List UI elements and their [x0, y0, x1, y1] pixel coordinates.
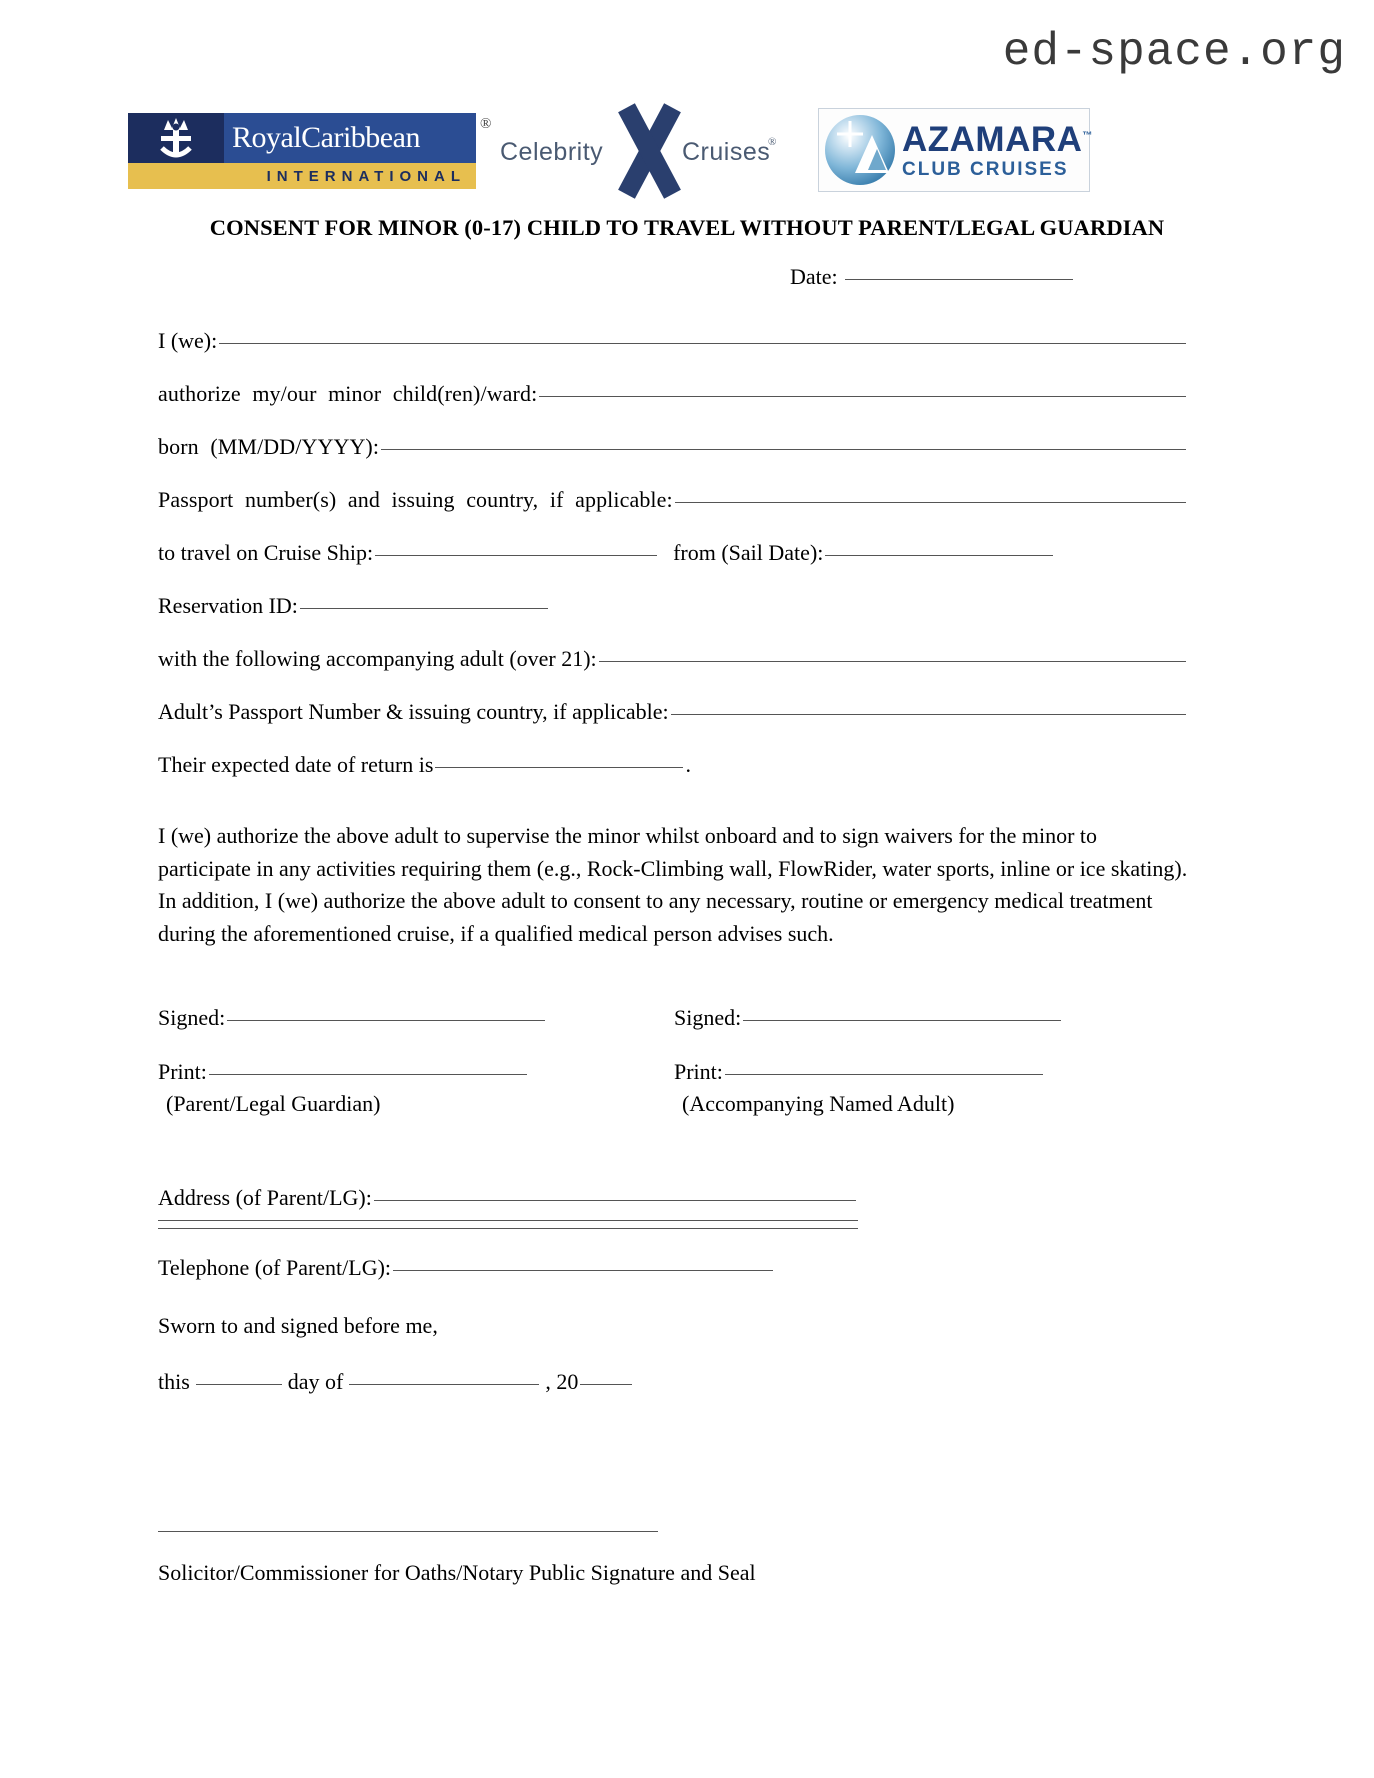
royal-caribbean-logo — [128, 113, 476, 189]
azamara-subtitle: CLUB CRUISES — [902, 158, 1069, 180]
brand-logo-band — [128, 108, 1228, 196]
field-row-adult-passport — [158, 699, 1188, 725]
azamara-club-cruises-logo — [818, 108, 1093, 192]
born-label: born (MM/DD/YYYY): — [158, 434, 380, 459]
form-fields — [158, 328, 1188, 805]
signature-column-adult — [674, 1005, 1190, 1117]
page-title: CONSENT FOR MINOR (0-17) CHILD TO TRAVEL WITHOUT PARENT/LEGAL GUARDIAN — [209, 215, 1165, 240]
return-date-input-rule[interactable] — [435, 766, 683, 768]
comma-twenty: , 20 — [545, 1369, 579, 1394]
royal-caribbean-subtitle: INTERNATIONAL — [266, 167, 466, 185]
print-label-right: Print: — [674, 1059, 723, 1084]
date-label: Date: — [790, 264, 838, 289]
site-watermark: ed-space.org — [1002, 26, 1346, 78]
return-date-label: Their expected date of return is — [158, 752, 434, 777]
registered-mark-icon: ® — [480, 116, 492, 132]
sworn-statement: Sworn to and signed before me, — [158, 1313, 438, 1338]
field-row-cruise-ship — [158, 540, 1188, 566]
signature-block — [158, 1005, 1190, 1117]
signed-input-rule-right[interactable] — [743, 1019, 1061, 1021]
print-row-parent — [158, 1059, 674, 1085]
royal-caribbean-band — [128, 163, 476, 189]
field-row-accompanying-adult — [158, 646, 1188, 672]
print-input-rule-right[interactable] — [725, 1073, 1043, 1075]
notary-month-input-rule[interactable] — [349, 1383, 539, 1385]
cruise-ship-label: to travel on Cruise Ship: — [158, 540, 374, 565]
field-row-born — [158, 434, 1188, 460]
notary-date-row — [158, 1369, 1190, 1395]
field-row-i-we — [158, 328, 1188, 354]
celebrity-registered-mark-icon: ® — [768, 136, 777, 148]
notary-year-input-rule[interactable] — [580, 1383, 632, 1385]
reservation-id-input-rule[interactable] — [300, 607, 548, 609]
sail-date-input-rule[interactable] — [825, 554, 1053, 556]
address-row — [158, 1185, 1190, 1211]
signed-row-parent — [158, 1005, 674, 1031]
authorize-child-input-rule[interactable] — [539, 395, 1186, 397]
adult-passport-input-rule[interactable] — [671, 713, 1186, 715]
field-row-reservation-id — [158, 593, 1188, 619]
passport-label: Passport number(s) and issuing country, if applicable: — [158, 487, 673, 512]
i-we-label: I (we): — [158, 328, 218, 353]
azamara-wordmark — [902, 119, 1093, 180]
address-block — [158, 1185, 1190, 1395]
celebrity-cruises-logo — [500, 108, 800, 196]
royal-caribbean-logo-top — [128, 113, 476, 163]
royal-caribbean-wordmark — [224, 113, 476, 163]
sail-date-label: from (Sail Date): — [673, 540, 824, 565]
royal-caribbean-name: RoyalCaribbean — [232, 121, 420, 154]
azamara-globe-icon — [825, 115, 895, 185]
authorize-child-label: authorize my/our minor child(ren)/ward: — [158, 381, 538, 406]
print-input-rule-left[interactable] — [209, 1073, 527, 1075]
field-row-return-date — [158, 752, 1188, 778]
notary-signature-caption: Solicitor/Commissioner for Oaths/Notary Public Signature and Seal — [158, 1560, 756, 1585]
signed-input-rule-left[interactable] — [227, 1019, 545, 1021]
celebrity-word-right: Cruises — [682, 138, 771, 166]
signed-row-adult — [674, 1005, 1190, 1031]
return-date-period: . — [685, 752, 691, 777]
crown-anchor-icon — [128, 113, 224, 163]
reservation-id-label: Reservation ID: — [158, 593, 298, 618]
passport-input-rule[interactable] — [675, 501, 1186, 503]
print-row-adult — [674, 1059, 1190, 1085]
day-of-word: day of — [287, 1369, 344, 1394]
telephone-row — [158, 1255, 1190, 1281]
signed-label-right: Signed: — [674, 1005, 742, 1030]
signature-column-parent — [158, 1005, 674, 1117]
telephone-input-rule[interactable] — [393, 1269, 773, 1271]
born-input-rule[interactable] — [381, 448, 1186, 450]
signature-caption-right: (Accompanying Named Adult) — [682, 1091, 955, 1116]
i-we-input-rule[interactable] — [219, 342, 1186, 344]
signature-columns — [158, 1005, 1190, 1117]
signature-caption-left: (Parent/Legal Guardian) — [166, 1091, 381, 1116]
azamara-trademark-icon: ™ — [1082, 129, 1093, 141]
field-row-passport — [158, 487, 1188, 513]
address-input-rule-2[interactable] — [158, 1219, 858, 1221]
notary-signature-block — [158, 1530, 1190, 1586]
celebrity-word-left: Celebrity — [500, 138, 604, 166]
address-input-rule-3[interactable] — [158, 1227, 858, 1229]
telephone-label: Telephone (of Parent/LG): — [158, 1255, 392, 1280]
notary-signature-rule[interactable] — [158, 1530, 658, 1532]
azamara-name-text: AZAMARA — [902, 119, 1083, 159]
azamara-name — [902, 119, 1093, 159]
signed-label-left: Signed: — [158, 1005, 226, 1030]
date-field-row — [790, 264, 1075, 290]
accompanying-adult-label: with the following accompanying adult (over 21): — [158, 646, 597, 671]
address-label: Address (of Parent/LG): — [158, 1185, 372, 1210]
date-input-rule[interactable] — [845, 278, 1073, 280]
azamara-triangle-icon — [868, 149, 886, 170]
address-input-rule-1[interactable] — [374, 1199, 856, 1201]
print-label-left: Print: — [158, 1059, 207, 1084]
this-word: this — [158, 1369, 190, 1394]
cruise-ship-input-rule[interactable] — [375, 554, 657, 556]
accompanying-adult-input-rule[interactable] — [599, 660, 1186, 662]
notary-day-input-rule[interactable] — [196, 1383, 282, 1385]
field-row-authorize-child — [158, 381, 1188, 407]
adult-passport-label: Adult’s Passport Number & issuing country, if applicable: — [158, 699, 669, 724]
consent-paragraph: I (we) authorize the above adult to supervise the minor whilst onboard and to sign waivers for the minor to participate in any activities requiring them (e.g., Rock-Climbing wall, FlowRider, water sports, inline or ice skating). In addition, I (we) authorize the above adult to consent to any necessary, routine or emergency medical treatment during the aforementioned cruise, if a qualified medical person advises such. — [158, 823, 1188, 946]
